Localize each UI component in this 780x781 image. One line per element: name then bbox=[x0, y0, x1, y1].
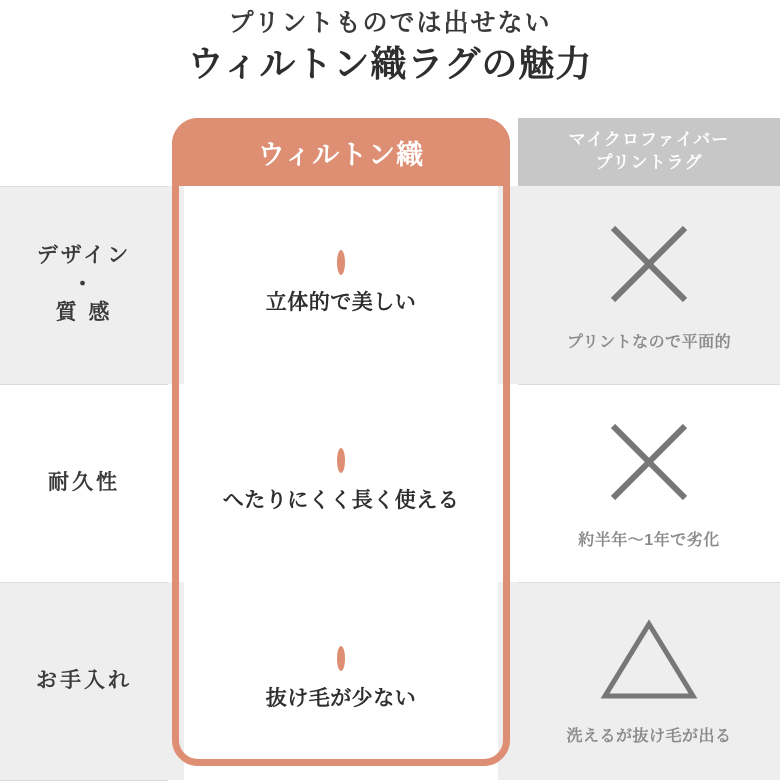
cell-wilton-durability bbox=[184, 384, 498, 582]
row-label-durability-text: 耐久性 bbox=[48, 470, 120, 494]
row-label-design bbox=[0, 186, 168, 384]
row-label-design-line1: デザイン bbox=[36, 244, 132, 268]
cross-mark-icon bbox=[603, 218, 695, 315]
cross-mark-icon bbox=[603, 416, 695, 513]
page-title bbox=[0, 8, 780, 88]
cell-microfiber-design-text: プリントなので平面的 bbox=[566, 334, 732, 351]
page-main-title: ウィルトン織ラグの魅力 bbox=[187, 43, 593, 85]
circle-mark-icon bbox=[337, 254, 345, 272]
cell-wilton-design-text: 立体的で美しい bbox=[265, 291, 417, 314]
row-label-care-text: お手入れ bbox=[36, 668, 132, 692]
column-header-wilton: ウィルトン織 bbox=[172, 118, 510, 186]
cell-microfiber-durability-text: 約半年〜1年で劣化 bbox=[578, 532, 720, 549]
circle-mark-icon bbox=[337, 452, 345, 470]
comparison-table bbox=[0, 118, 780, 780]
triangle-mark-icon bbox=[600, 616, 698, 709]
row-label-design-line3: 質 感 bbox=[55, 301, 113, 325]
page-subtitle: プリントものでは出せない bbox=[228, 9, 552, 37]
column-header-microfiber bbox=[518, 118, 780, 186]
column-header-microfiber-line1: マイクロファイバー bbox=[568, 130, 730, 150]
cell-wilton-durability-text: へたりにくく長く使える bbox=[222, 489, 460, 512]
cell-wilton-design bbox=[184, 186, 498, 384]
cell-microfiber-durability bbox=[518, 384, 780, 582]
cell-microfiber-care-text: 洗えるが抜け毛が出る bbox=[566, 728, 732, 745]
cell-microfiber-design bbox=[518, 186, 780, 384]
circle-mark-icon bbox=[337, 650, 345, 668]
cell-wilton-care-text: 抜け毛が少ない bbox=[265, 687, 417, 710]
cell-microfiber-care bbox=[518, 582, 780, 780]
row-label-design-line2: ・ bbox=[72, 272, 96, 296]
column-header-microfiber-line2: プリントラグ bbox=[595, 153, 703, 172]
row-label-durability bbox=[0, 384, 168, 582]
row-label-care bbox=[0, 582, 168, 780]
cell-wilton-care bbox=[184, 582, 498, 780]
